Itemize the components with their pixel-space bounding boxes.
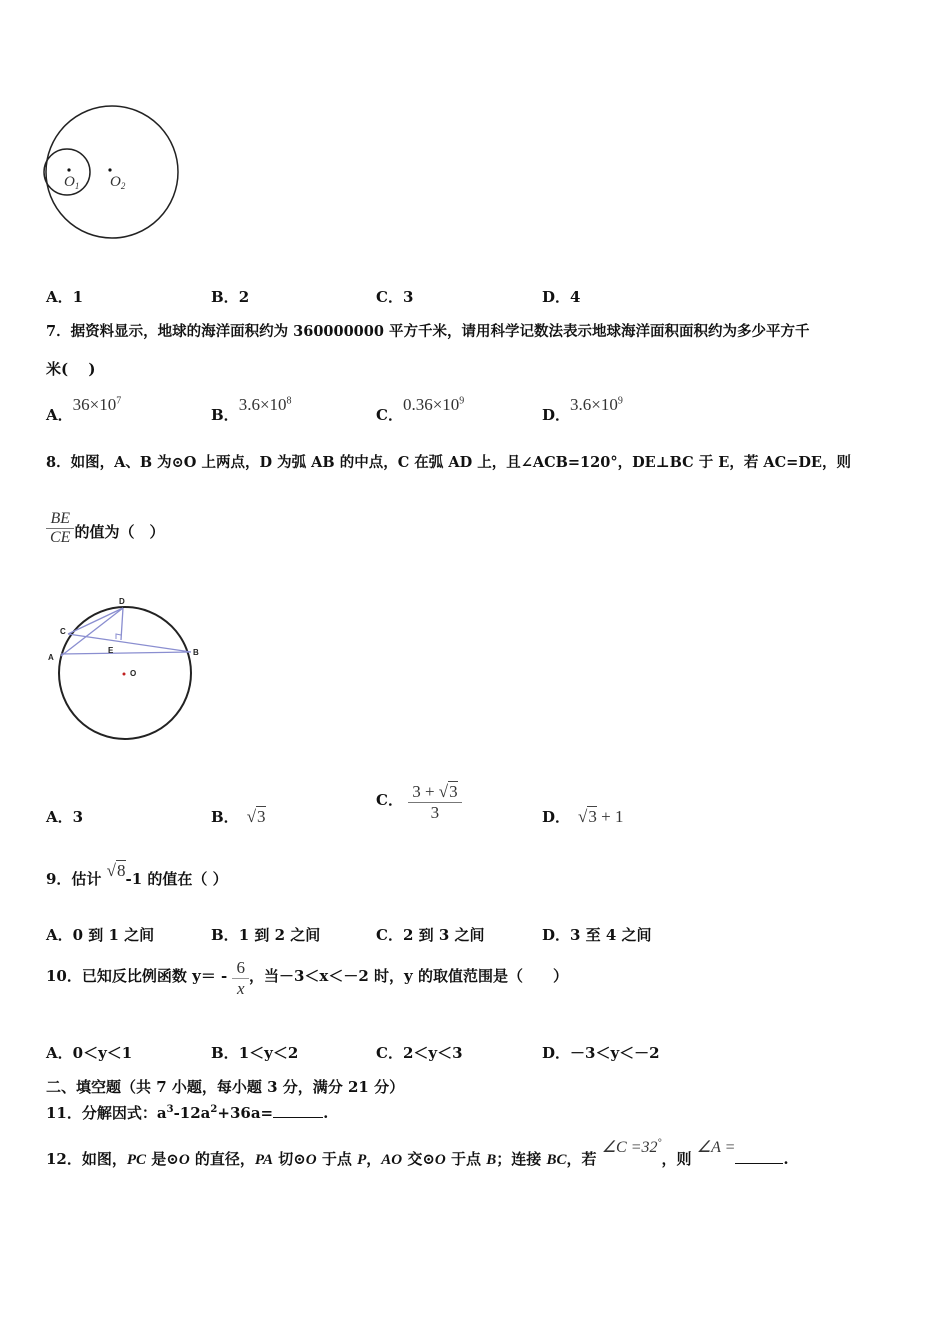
label-o1-sub: 1: [74, 181, 80, 191]
q12-v4: O: [305, 1152, 317, 1168]
q8-frac-num: BE: [46, 510, 74, 529]
q12-v9: BC: [546, 1152, 567, 1168]
center-dot-o1: [67, 168, 70, 171]
q8-option-b: [211, 806, 266, 827]
q6-option-a-letter: A．: [46, 288, 73, 306]
q8-stem-line1: 8．如图，A、B 为⊙O 上两点，D 为弧 AB 的中点，C 在弧 AD 上，且∠ACB=120°，DE⊥BC 于 E，若 AC=DE，则: [46, 454, 851, 471]
q7-option-c: [376, 394, 465, 424]
q10-option-d: [542, 1042, 660, 1063]
q7-option-b-letter: B．: [211, 406, 239, 424]
q12-p3: 的直径，: [189, 1150, 255, 1168]
fig-label-d: D: [119, 597, 125, 606]
q7-c-exp: 9: [459, 395, 465, 407]
q12-p6: ，: [366, 1150, 382, 1168]
q8-c-num: 3 + √3: [408, 782, 461, 803]
q7-stem-line1: 7．据资料显示，地球的海洋面积约为 360000000 平方千米，请用科学记数法表示地球海洋面积面积约为多少平方千: [46, 323, 810, 340]
q7-option-d: [542, 394, 623, 424]
q6-option-c-text: 3: [402, 288, 414, 306]
q12-p10: ，若: [566, 1150, 602, 1168]
q12-degree: °: [657, 1137, 662, 1149]
q9-radicand: 8: [117, 861, 126, 880]
q6-option-d-letter: D．: [542, 288, 571, 306]
q12-v8: B: [486, 1152, 497, 1168]
q9-b-text: 1 到 2 之间: [238, 926, 321, 944]
q12-v3: PA: [254, 1152, 273, 1168]
q8-a-text: 3: [72, 808, 84, 826]
q8-c-fraction: [408, 782, 461, 823]
fig-label-o: O: [130, 669, 137, 678]
q12-p5: 于点: [316, 1150, 358, 1168]
q7-option-d-value: [570, 395, 623, 414]
q11-end: .: [323, 1104, 329, 1122]
q11-stem: [46, 1102, 328, 1123]
q8-fraction: [46, 510, 74, 547]
q7-b-exp: 8: [286, 395, 292, 407]
label-o2-letter: O: [110, 174, 121, 190]
q12-end: .: [783, 1150, 789, 1168]
q12-v2: O: [178, 1152, 190, 1168]
q9-a-text: 0 到 1 之间: [72, 926, 155, 944]
q7-a-exp: 7: [116, 395, 122, 407]
q10-fraction: [232, 958, 249, 999]
q11-prefix: 11．分解因式：a: [46, 1104, 167, 1122]
q10-stem: [46, 958, 568, 999]
q11-exp2: 2: [210, 1104, 218, 1115]
q11-mid1: -12a: [173, 1104, 211, 1122]
q8-d-letter: D．: [542, 808, 571, 826]
fig-label-a: A: [48, 653, 54, 662]
q7-option-d-letter: D．: [542, 406, 571, 424]
q10-option-c: [376, 1042, 463, 1063]
q12-angle-c: [602, 1139, 662, 1156]
q7-option-b: [211, 394, 292, 424]
q8-b-radicand: 3: [257, 807, 266, 826]
q10-prefix: 10．已知反比例函数 y＝ -: [46, 966, 233, 985]
label-o1: [64, 174, 79, 191]
q10-c-text: 2＜y＜3: [402, 1044, 463, 1062]
q6-option-d: [542, 286, 580, 307]
q7-b-mantissa: 3.6: [238, 395, 260, 414]
section-heading: 二、填空题（共 7 小题，每小题 3 分，满分 21 分）: [46, 1078, 405, 1096]
q6-option-b: [211, 286, 249, 307]
q9-suffix: -1 的值在（ ）: [125, 870, 228, 888]
q6-option-b-text: 2: [238, 288, 250, 306]
q8-tail: 的值为（ ）: [74, 522, 165, 541]
q7-option-a: [46, 394, 122, 424]
q7-c-times: ×10: [432, 395, 460, 414]
q6-option-d-text: 4: [570, 288, 581, 306]
q9-option-b: [211, 924, 320, 945]
q10-d-letter: D．: [542, 1044, 571, 1062]
q12-p2: 是⊙: [146, 1150, 179, 1168]
q8-a-letter: A．: [46, 808, 73, 826]
q9-c-text: 2 到 3 之间: [402, 926, 485, 944]
q12-p7: 交⊙: [402, 1150, 435, 1168]
fig-label-c: C: [60, 627, 66, 636]
q10-a-letter: A．: [46, 1044, 73, 1062]
q10-frac-den: x: [236, 979, 245, 998]
q11-exp1: 3: [166, 1104, 174, 1115]
outer-circle-o2: [46, 106, 178, 238]
q8-option-c: [376, 782, 462, 823]
q8-d-value: √3 + 1: [578, 807, 624, 826]
q8-c-num-radicand: 3: [449, 782, 458, 801]
center-dot-o2: [108, 168, 111, 171]
q10-suffix: ，当－3＜x＜－2 时，y 的取值范围是（ ）: [248, 966, 568, 985]
q7-b-times: ×10: [259, 395, 287, 414]
q12-v6: AO: [381, 1152, 403, 1168]
q8-c-num-a: 3 +: [412, 782, 439, 801]
q8-d-radicand: 3: [588, 807, 597, 826]
q8-c-letter: C．: [376, 790, 403, 809]
q8-option-d: [542, 806, 623, 827]
q12-p11: ，则: [661, 1150, 697, 1168]
q11-answer-blank[interactable]: [273, 1117, 323, 1118]
q6-option-a-text: 1: [72, 288, 84, 306]
q9-c-letter: C．: [376, 926, 403, 944]
q6-option-c: [376, 286, 413, 307]
q9-stem: [46, 861, 228, 889]
q7-d-times: ×10: [591, 395, 618, 414]
q10-d-text: －3＜y＜－2: [570, 1044, 660, 1062]
q7-option-c-letter: C．: [376, 406, 403, 424]
q12-p4: 切⊙: [272, 1150, 306, 1168]
q7-option-a-letter: A．: [46, 406, 73, 424]
circle-chord-figure: [44, 594, 214, 746]
q10-option-a: [46, 1042, 132, 1063]
chord-ab: [61, 652, 191, 654]
q7-d-exp: 9: [617, 395, 623, 407]
q10-option-b: [211, 1042, 298, 1063]
q12-angle-c-text: ∠C =32: [601, 1139, 658, 1156]
q9-prefix: 9．估计: [46, 870, 107, 888]
q12-answer-blank[interactable]: [735, 1163, 783, 1164]
q9-a-letter: A．: [46, 926, 73, 944]
q7-option-c-value: [403, 395, 464, 414]
q7-option-a-value: [73, 395, 122, 414]
q8-c-den: 3: [430, 803, 440, 822]
q8-frac-den: CE: [50, 529, 71, 546]
q10-a-text: 0＜y＜1: [72, 1044, 133, 1062]
q7-option-b-value: [239, 395, 292, 414]
q9-option-d: [542, 924, 652, 945]
q9-sqrt: √8: [106, 861, 126, 880]
q12-v1: PC: [126, 1152, 147, 1168]
fig-label-b: B: [193, 648, 199, 657]
q6-option-a: [46, 286, 83, 307]
q9-option-a: [46, 924, 154, 945]
label-o2-sub: 2: [120, 181, 126, 191]
q7-d-mantissa: 3.6: [570, 395, 592, 414]
q12-stem: [46, 1137, 789, 1169]
right-angle-mark: [116, 634, 121, 639]
q9-d-letter: D．: [542, 926, 571, 944]
two-circles-figure: [40, 100, 190, 250]
q10-b-text: 1＜y＜2: [238, 1044, 299, 1062]
q7-c-mantissa: 0.36: [402, 395, 433, 414]
q12-p8: 于点: [445, 1150, 487, 1168]
q8-b-letter: B．: [211, 808, 239, 826]
q10-frac-num: 6: [232, 958, 249, 979]
q7-a-times: ×10: [89, 395, 117, 414]
q7-a-mantissa: 36: [72, 395, 90, 414]
fig-label-e: E: [108, 646, 114, 655]
q6-option-b-letter: B．: [211, 288, 239, 306]
q8-d-tail: + 1: [596, 807, 624, 826]
center-dot-o: [123, 673, 126, 676]
q9-b-letter: B．: [211, 926, 239, 944]
q11-mid2: +36a=: [217, 1104, 274, 1122]
q12-p9: ；连接: [496, 1150, 547, 1168]
q9-option-c: [376, 924, 485, 945]
q10-b-letter: B．: [211, 1044, 239, 1062]
q12-angle-a: ∠A =: [696, 1139, 736, 1156]
q8-b-value: √3: [246, 807, 266, 826]
q7-stem-line2: 米( ): [46, 360, 96, 378]
label-o1-letter: O: [64, 174, 75, 190]
q8-option-a: [46, 806, 83, 827]
q9-d-text: 3 至 4 之间: [570, 926, 652, 944]
q12-v7: O: [434, 1152, 446, 1168]
q12-v5: P: [357, 1152, 367, 1168]
segment-de: [121, 608, 123, 640]
q6-option-c-letter: C．: [376, 288, 403, 306]
q12-p1: 12．如图，: [46, 1150, 127, 1168]
label-o2: [110, 174, 126, 191]
q10-c-letter: C．: [376, 1044, 403, 1062]
q8-stem-line2: [46, 510, 164, 547]
